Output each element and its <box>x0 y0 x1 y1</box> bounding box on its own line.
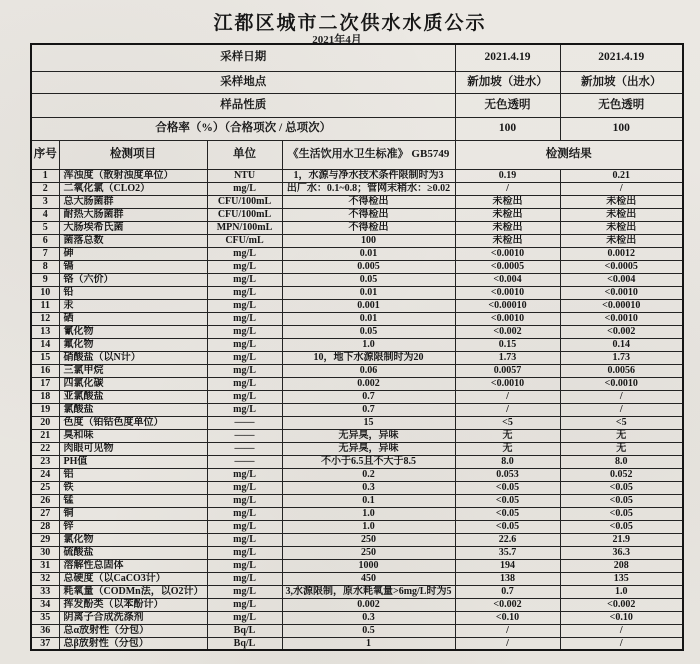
result-outlet: <0.002 <box>560 598 683 611</box>
result-inlet: 未检出 <box>455 195 560 208</box>
row-index: 16 <box>31 364 59 377</box>
row-index: 19 <box>31 403 59 416</box>
result-inlet: <0.05 <box>455 507 560 520</box>
table-row <box>31 624 683 637</box>
table-row <box>31 585 683 598</box>
row-index: 11 <box>31 299 59 312</box>
row-index: 21 <box>31 429 59 442</box>
row-index: 24 <box>31 468 59 481</box>
table-row <box>31 182 683 195</box>
standard-limit: 0.002 <box>282 598 455 611</box>
unit-value: mg/L <box>207 286 282 299</box>
item-name: 二氧化氯（CLO2） <box>59 182 207 195</box>
standard-limit: 0.1 <box>282 494 455 507</box>
result-outlet: 0.052 <box>560 468 683 481</box>
table-row <box>31 338 683 351</box>
standard-limit: 0.7 <box>282 390 455 403</box>
item-name: 氟化物 <box>59 338 207 351</box>
standard-limit: 1.0 <box>282 338 455 351</box>
info-row-pass-rate <box>31 117 683 140</box>
row-index: 15 <box>31 351 59 364</box>
table-row <box>31 429 683 442</box>
sampling-date-outlet: 2021.4.19 <box>560 44 683 71</box>
result-outlet: <0.05 <box>560 520 683 533</box>
result-inlet: 未检出 <box>455 208 560 221</box>
result-outlet: 未检出 <box>560 208 683 221</box>
result-inlet: <0.002 <box>455 598 560 611</box>
table-row <box>31 611 683 624</box>
unit-value: mg/L <box>207 351 282 364</box>
row-index: 26 <box>31 494 59 507</box>
row-index: 35 <box>31 611 59 624</box>
item-name: 镉 <box>59 260 207 273</box>
result-inlet: 未检出 <box>455 221 560 234</box>
item-name: 砷 <box>59 247 207 260</box>
table-row <box>31 299 683 312</box>
row-index: 31 <box>31 559 59 572</box>
result-outlet: 未检出 <box>560 221 683 234</box>
row-index: 22 <box>31 442 59 455</box>
row-index: 6 <box>31 234 59 247</box>
result-outlet: <0.0010 <box>560 286 683 299</box>
standard-limit: 0.05 <box>282 325 455 338</box>
row-index: 32 <box>31 572 59 585</box>
row-index: 8 <box>31 260 59 273</box>
standard-limit: 0.01 <box>282 247 455 260</box>
result-inlet: <0.10 <box>455 611 560 624</box>
pass-rate-outlet: 100 <box>560 117 683 140</box>
info-row-sampling-date <box>31 44 683 71</box>
result-outlet: / <box>560 390 683 403</box>
table-row <box>31 403 683 416</box>
result-inlet: 35.7 <box>455 546 560 559</box>
unit-value: mg/L <box>207 598 282 611</box>
item-name: 溶解性总固体 <box>59 559 207 572</box>
table-row <box>31 364 683 377</box>
unit-value: mg/L <box>207 338 282 351</box>
row-index: 25 <box>31 481 59 494</box>
result-inlet: <0.0005 <box>455 260 560 273</box>
table-row <box>31 195 683 208</box>
table-row <box>31 260 683 273</box>
standard-limit: 100 <box>282 234 455 247</box>
result-outlet: <0.05 <box>560 481 683 494</box>
item-name: 亚氯酸盐 <box>59 390 207 403</box>
standard-limit: 10，地下水源限制时为20 <box>282 351 455 364</box>
result-inlet: 194 <box>455 559 560 572</box>
row-index: 30 <box>31 546 59 559</box>
page-subtitle: 2021年4月 <box>312 34 362 46</box>
item-name: 阴离子合成洗涤剂 <box>59 611 207 624</box>
table-row <box>31 481 683 494</box>
item-name: 锰 <box>59 494 207 507</box>
result-outlet: <0.0010 <box>560 312 683 325</box>
table-row <box>31 520 683 533</box>
table-row <box>31 455 683 468</box>
table-row <box>31 221 683 234</box>
col-header-result: 检测结果 <box>455 140 683 169</box>
item-name: 铬（六价） <box>59 273 207 286</box>
row-index: 28 <box>31 520 59 533</box>
info-row-sample-nature <box>31 93 683 117</box>
item-name: 硒 <box>59 312 207 325</box>
table-row <box>31 351 683 364</box>
unit-value: mg/L <box>207 585 282 598</box>
item-name: 大肠埃希氏菌 <box>59 221 207 234</box>
row-index: 5 <box>31 221 59 234</box>
item-name: PH值 <box>59 455 207 468</box>
result-outlet: 未检出 <box>560 195 683 208</box>
result-outlet: <0.10 <box>560 611 683 624</box>
item-name: 浑浊度（散射浊度单位） <box>59 169 207 182</box>
result-inlet: <0.05 <box>455 481 560 494</box>
standard-limit: 250 <box>282 533 455 546</box>
standard-limit: 0.01 <box>282 286 455 299</box>
standard-limit: 不得检出 <box>282 195 455 208</box>
standard-limit: 不小于6.5且不大于8.5 <box>282 455 455 468</box>
table-row <box>31 208 683 221</box>
unit-value: mg/L <box>207 182 282 195</box>
result-outlet: / <box>560 182 683 195</box>
result-inlet: <0.0010 <box>455 247 560 260</box>
table-row <box>31 286 683 299</box>
item-name: 三氯甲烷 <box>59 364 207 377</box>
result-inlet: 1.73 <box>455 351 560 364</box>
item-name: 总α放射性（分包） <box>59 624 207 637</box>
row-index: 14 <box>31 338 59 351</box>
table-row <box>31 598 683 611</box>
result-inlet: 0.0057 <box>455 364 560 377</box>
item-name: 氰化物 <box>59 325 207 338</box>
unit-value: CFU/100mL <box>207 208 282 221</box>
result-inlet: 138 <box>455 572 560 585</box>
item-name: 臭和味 <box>59 429 207 442</box>
result-outlet: <0.00010 <box>560 299 683 312</box>
row-index: 12 <box>31 312 59 325</box>
result-outlet: / <box>560 403 683 416</box>
item-name: 总硬度（以CaCO3计） <box>59 572 207 585</box>
table-row <box>31 234 683 247</box>
result-outlet: 1.73 <box>560 351 683 364</box>
standard-limit: 不得检出 <box>282 208 455 221</box>
row-index: 9 <box>31 273 59 286</box>
item-name: 四氯化碳 <box>59 377 207 390</box>
result-outlet: 0.0012 <box>560 247 683 260</box>
standard-limit: 1，水源与净水技术条件限制时为3 <box>282 169 455 182</box>
row-index: 18 <box>31 390 59 403</box>
row-index: 20 <box>31 416 59 429</box>
table-row <box>31 546 683 559</box>
unit-value: mg/L <box>207 520 282 533</box>
result-outlet: 8.0 <box>560 455 683 468</box>
table-row <box>31 273 683 286</box>
sample-nature-label: 样品性质 <box>31 93 455 117</box>
standard-limit: 1 <box>282 637 455 650</box>
standard-limit: 0.001 <box>282 299 455 312</box>
table-row <box>31 494 683 507</box>
sample-nature-inlet: 无色透明 <box>455 93 560 117</box>
result-outlet: 未检出 <box>560 234 683 247</box>
row-index: 17 <box>31 377 59 390</box>
result-inlet: 0.053 <box>455 468 560 481</box>
water-quality-table <box>30 43 684 651</box>
unit-value: mg/L <box>207 403 282 416</box>
result-outlet: <0.05 <box>560 507 683 520</box>
item-name: 硝酸盐（以N计） <box>59 351 207 364</box>
unit-value: mg/L <box>207 299 282 312</box>
result-outlet: 无 <box>560 442 683 455</box>
result-outlet: / <box>560 637 683 650</box>
result-inlet: <0.00010 <box>455 299 560 312</box>
standard-limit: 0.3 <box>282 611 455 624</box>
item-name: 铜 <box>59 507 207 520</box>
result-inlet: <0.002 <box>455 325 560 338</box>
item-name: 挥发酚类（以苯酚计） <box>59 598 207 611</box>
row-index: 33 <box>31 585 59 598</box>
row-index: 7 <box>31 247 59 260</box>
standard-limit: 0.5 <box>282 624 455 637</box>
result-inlet: <0.0010 <box>455 377 560 390</box>
unit-value: —— <box>207 455 282 468</box>
row-index: 37 <box>31 637 59 650</box>
unit-value: mg/L <box>207 377 282 390</box>
result-outlet: 1.0 <box>560 585 683 598</box>
sampling-date-label: 采样日期 <box>31 44 455 71</box>
sampling-location-outlet: 新加坡（出水） <box>560 71 683 93</box>
item-name: 硫酸盐 <box>59 546 207 559</box>
result-inlet: 0.15 <box>455 338 560 351</box>
item-name: 总大肠菌群 <box>59 195 207 208</box>
item-name: 肉眼可见物 <box>59 442 207 455</box>
info-row-sampling-location <box>31 71 683 93</box>
row-index: 34 <box>31 598 59 611</box>
result-inlet: 0.7 <box>455 585 560 598</box>
item-name: 氯化物 <box>59 533 207 546</box>
row-index: 29 <box>31 533 59 546</box>
item-name: 耐热大肠菌群 <box>59 208 207 221</box>
row-index: 4 <box>31 208 59 221</box>
sampling-date-inlet: 2021.4.19 <box>455 44 560 71</box>
row-index: 23 <box>31 455 59 468</box>
standard-limit: 0.05 <box>282 273 455 286</box>
item-name: 汞 <box>59 299 207 312</box>
unit-value: mg/L <box>207 494 282 507</box>
unit-value: CFU/100mL <box>207 195 282 208</box>
result-inlet: <0.0010 <box>455 312 560 325</box>
row-index: 27 <box>31 507 59 520</box>
item-name: 耗氧量（CODMn法，以O2计） <box>59 585 207 598</box>
table-row <box>31 572 683 585</box>
unit-value: NTU <box>207 169 282 182</box>
sampling-location-inlet: 新加坡（进水） <box>455 71 560 93</box>
result-outlet: <0.0005 <box>560 260 683 273</box>
standard-limit: 15 <box>282 416 455 429</box>
unit-value: mg/L <box>207 325 282 338</box>
sample-nature-outlet: 无色透明 <box>560 93 683 117</box>
standard-limit: 0.7 <box>282 403 455 416</box>
standard-limit: 1000 <box>282 559 455 572</box>
unit-value: mg/L <box>207 559 282 572</box>
result-outlet: <0.05 <box>560 494 683 507</box>
standard-limit: 250 <box>282 546 455 559</box>
table-row <box>31 312 683 325</box>
result-inlet: <0.0010 <box>455 286 560 299</box>
unit-value: MPN/100mL <box>207 221 282 234</box>
table-row <box>31 559 683 572</box>
unit-value: mg/L <box>207 468 282 481</box>
table-row <box>31 442 683 455</box>
unit-value: —— <box>207 442 282 455</box>
standard-limit: 1.0 <box>282 520 455 533</box>
standard-limit: 3,水源限制，原水耗氧量>6mg/L时为5 <box>282 585 455 598</box>
unit-value: mg/L <box>207 273 282 286</box>
result-inlet: / <box>455 390 560 403</box>
unit-value: mg/L <box>207 390 282 403</box>
result-inlet: / <box>455 403 560 416</box>
table-row <box>31 247 683 260</box>
result-inlet: 无 <box>455 442 560 455</box>
sampling-location-label: 采样地点 <box>31 71 455 93</box>
item-name: 菌落总数 <box>59 234 207 247</box>
result-inlet: 8.0 <box>455 455 560 468</box>
unit-value: Bq/L <box>207 624 282 637</box>
row-index: 3 <box>31 195 59 208</box>
unit-value: mg/L <box>207 364 282 377</box>
row-index: 2 <box>31 182 59 195</box>
row-index: 13 <box>31 325 59 338</box>
result-outlet: 0.0056 <box>560 364 683 377</box>
unit-value: —— <box>207 429 282 442</box>
result-outlet: 135 <box>560 572 683 585</box>
item-name: 总β放射性（分包） <box>59 637 207 650</box>
standard-limit: 1.0 <box>282 507 455 520</box>
standard-limit: 0.01 <box>282 312 455 325</box>
result-outlet: <5 <box>560 416 683 429</box>
table-row <box>31 390 683 403</box>
result-outlet: 208 <box>560 559 683 572</box>
row-index: 1 <box>31 169 59 182</box>
column-header-row <box>31 140 683 169</box>
table-row <box>31 325 683 338</box>
result-inlet: / <box>455 182 560 195</box>
standard-limit: 不得检出 <box>282 221 455 234</box>
standard-limit: 0.005 <box>282 260 455 273</box>
table-row <box>31 377 683 390</box>
table-row <box>31 169 683 182</box>
unit-value: mg/L <box>207 533 282 546</box>
result-inlet: / <box>455 624 560 637</box>
standard-limit: 出厂水：0.1~0.8；管网末稍水：≥0.02 <box>282 182 455 195</box>
item-name: 氯酸盐 <box>59 403 207 416</box>
standard-limit: 0.002 <box>282 377 455 390</box>
standard-limit: 0.06 <box>282 364 455 377</box>
unit-value: mg/L <box>207 611 282 624</box>
pass-rate-label: 合格率（%）（合格项次 / 总项次） <box>31 117 455 140</box>
col-header-item: 检测项目 <box>59 140 207 169</box>
row-index: 10 <box>31 286 59 299</box>
unit-value: mg/L <box>207 546 282 559</box>
pass-rate-inlet: 100 <box>455 117 560 140</box>
result-outlet: / <box>560 624 683 637</box>
result-outlet: 21.9 <box>560 533 683 546</box>
row-index: 36 <box>31 624 59 637</box>
result-outlet: 36.3 <box>560 546 683 559</box>
table-row <box>31 637 683 650</box>
unit-value: —— <box>207 416 282 429</box>
result-inlet: 未检出 <box>455 234 560 247</box>
unit-value: mg/L <box>207 247 282 260</box>
unit-value: mg/L <box>207 312 282 325</box>
result-inlet: <0.05 <box>455 494 560 507</box>
unit-value: mg/L <box>207 507 282 520</box>
standard-limit: 450 <box>282 572 455 585</box>
col-header-index: 序号 <box>31 140 59 169</box>
item-name: 色度（铂钴色度单位） <box>59 416 207 429</box>
table-row <box>31 468 683 481</box>
result-outlet: <0.004 <box>560 273 683 286</box>
result-outlet: <0.0010 <box>560 377 683 390</box>
col-header-unit: 单位 <box>207 140 282 169</box>
result-inlet: 无 <box>455 429 560 442</box>
table-row <box>31 533 683 546</box>
unit-value: mg/L <box>207 481 282 494</box>
item-name: 铁 <box>59 481 207 494</box>
result-outlet: 无 <box>560 429 683 442</box>
unit-value: Bq/L <box>207 637 282 650</box>
table-row <box>31 507 683 520</box>
standard-limit: 无异臭，异味 <box>282 442 455 455</box>
unit-value: mg/L <box>207 260 282 273</box>
result-inlet: <0.05 <box>455 520 560 533</box>
standard-limit: 0.3 <box>282 481 455 494</box>
standard-limit: 无异臭，异味 <box>282 429 455 442</box>
col-header-standard: 《生活饮用水卫生标准》 GB5749 <box>282 140 455 169</box>
result-outlet: <0.002 <box>560 325 683 338</box>
result-inlet: 0.19 <box>455 169 560 182</box>
unit-value: CFU/mL <box>207 234 282 247</box>
result-inlet: / <box>455 637 560 650</box>
item-name: 铝 <box>59 468 207 481</box>
result-outlet: 0.14 <box>560 338 683 351</box>
table-row <box>31 416 683 429</box>
result-inlet: 22.6 <box>455 533 560 546</box>
result-outlet: 0.21 <box>560 169 683 182</box>
item-name: 锌 <box>59 520 207 533</box>
result-inlet: <5 <box>455 416 560 429</box>
item-name: 铅 <box>59 286 207 299</box>
unit-value: mg/L <box>207 572 282 585</box>
result-inlet: <0.004 <box>455 273 560 286</box>
page-title: 江都区城市二次供水水质公示 <box>213 13 487 34</box>
standard-limit: 0.2 <box>282 468 455 481</box>
